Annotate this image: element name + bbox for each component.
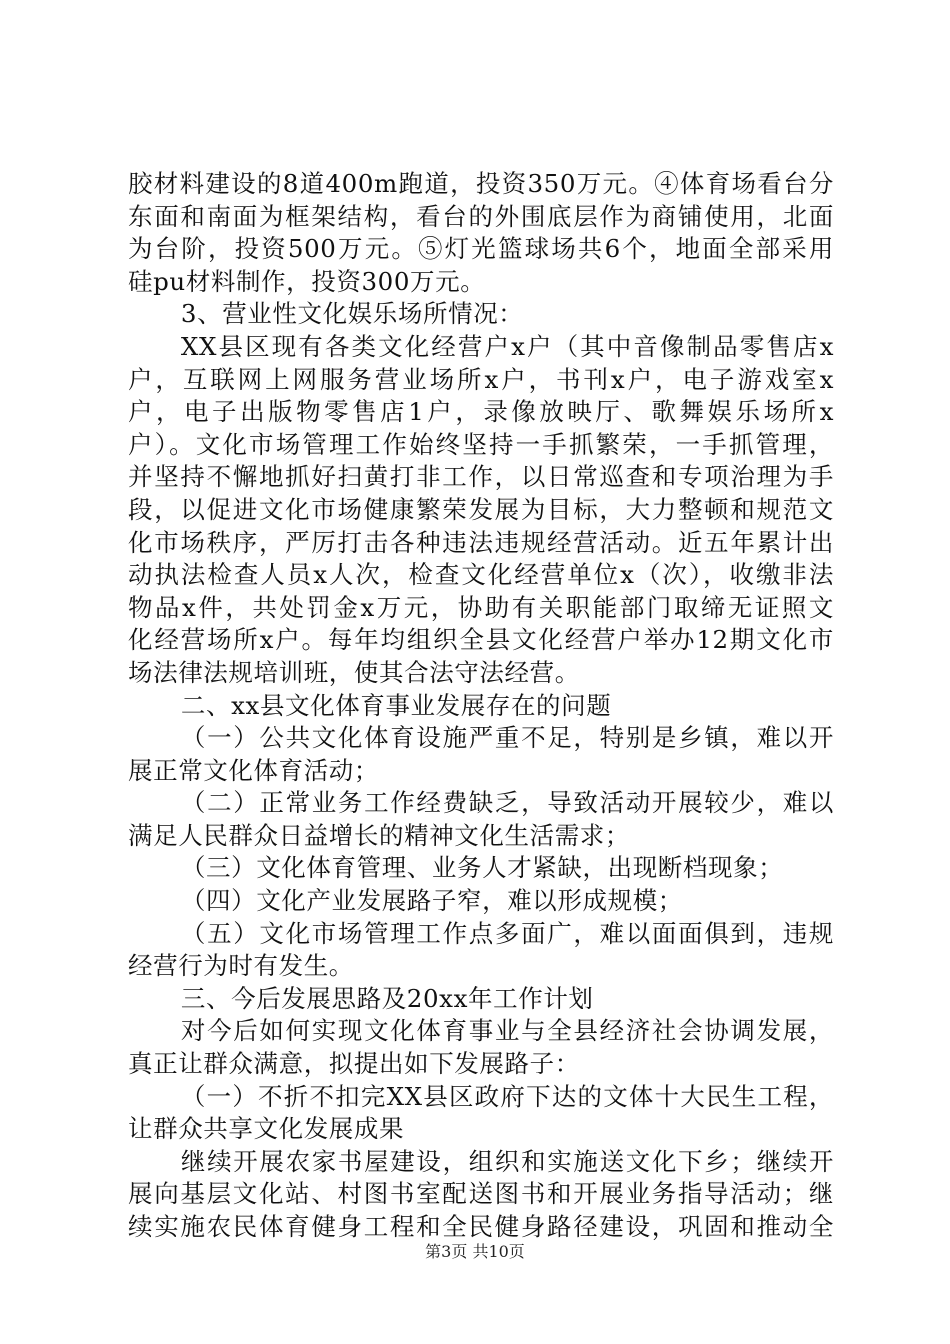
- text-line: 物品x件，共处罚金x万元，协助有关职能部门取缔无证照文: [128, 592, 834, 622]
- text-line: （二）正常业务工作经费缺乏，导致活动开展较少，难以: [180, 788, 834, 818]
- text-line: 展正常文化体育活动；: [128, 755, 379, 785]
- text-line: 3、营业性文化娱乐场所情况：: [180, 299, 524, 329]
- text-line: 场法律法规培训班，使其合法守法经营。: [128, 657, 580, 687]
- text-line: 户，电子出版物零售店1户，录像放映厅、歌舞娱乐场所x: [128, 397, 834, 427]
- text-line: （一）不折不扣完XX县区政府下达的文体十大民生工程，: [180, 1081, 834, 1111]
- text-line: XX县区现有各类文化经营户x户（其中音像制品零售店x: [180, 331, 834, 361]
- text-line: 化经营场所x户。每年均组织全县文化经营户举办12期文化市: [128, 625, 834, 655]
- text-line: （三）文化体育管理、业务人才紧缺，出现断档现象；: [180, 853, 784, 883]
- text-line: 续实施农民体育健身工程和全民健身路径建设，巩固和推动全: [128, 1212, 834, 1241]
- text-line: 化市场秩序，严厉打击各种违法违规经营活动。近五年累计出: [128, 527, 834, 557]
- text-line: 户）。文化市场管理工作始终坚持一手抓繁荣，一手抓管理，: [128, 429, 834, 459]
- text-line: 为台阶，投资500万元。⑤灯光篮球场共6个，地面全部采用: [128, 234, 834, 264]
- text-line: 段，以促进文化市场健康繁荣发展为目标，大力整顿和规范文: [128, 494, 834, 524]
- text-line: 继续开展农家书屋建设，组织和实施送文化下乡；继续开: [180, 1146, 834, 1176]
- text-line: 东面和南面为框架结构，看台的外围底层作为商铺使用，北面: [128, 201, 834, 231]
- page-footer: 第3页 共10页: [425, 1242, 525, 1261]
- text-line: （一）公共文化体育设施严重不足，特别是乡镇，难以开: [180, 723, 834, 753]
- text-line: 经营行为时有发生。: [128, 951, 354, 981]
- text-line: 真正让群众满意，拟提出如下发展路子：: [128, 1049, 580, 1079]
- text-line: 户，互联网上网服务营业场所x户，书刊x户，电子游戏室x: [128, 364, 834, 394]
- text-line: 硅pu材料制作，投资300万元。: [128, 266, 486, 296]
- text-line: 动执法检查人员x人次，检查文化经营单位x（次），收缴非法: [128, 560, 834, 590]
- text-line: （五）文化市场管理工作点多面广，难以面面俱到，违规: [180, 918, 834, 948]
- text-line: 展向基层文化站、村图书室配送图书和开展业务指导活动；继: [128, 1179, 834, 1209]
- text-line: 满足人民群众日益增长的精神文化生活需求；: [128, 820, 630, 850]
- text-line: 并坚持不懈地抓好扫黄打非工作，以日常巡查和专项治理为手: [128, 462, 834, 492]
- document-body: [128, 168, 834, 1244]
- text-line: 让群众共享文化发展成果: [128, 1114, 405, 1144]
- text-line: （四）文化产业发展路子窄，难以形成规模；: [180, 886, 683, 916]
- text-line: 二、xx县文化体育事业发展存在的问题: [180, 690, 612, 720]
- text-line: 三、今后发展思路及20xx年工作计划: [180, 983, 594, 1013]
- text-line: 对今后如何实现文化体育事业与全县经济社会协调发展，: [180, 1016, 834, 1046]
- text-line: 胶材料建设的8道400m跑道，投资350万元。④体育场看台分: [128, 169, 834, 198]
